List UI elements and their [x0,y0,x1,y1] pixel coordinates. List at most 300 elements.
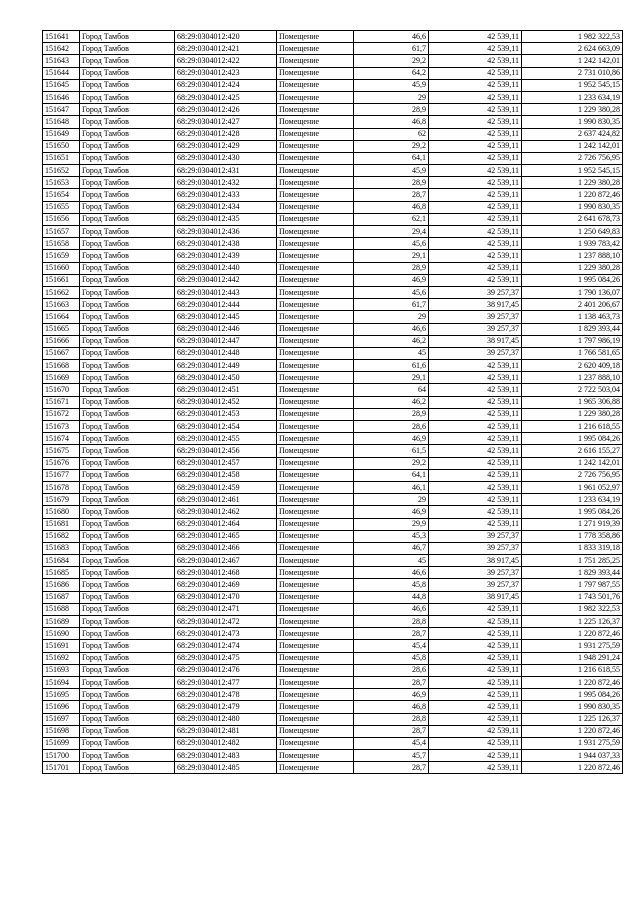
table-row [43,79,623,91]
row-number-cell: 151648 [43,116,80,128]
unit-value-cell: 42 539,11 [429,421,522,433]
area-cell: 45,4 [354,737,429,749]
unit-value-cell: 42 539,11 [429,189,522,201]
locality-cell: Город Тамбов [80,91,175,103]
cadastral-number-cell: 68:29:0304012:433 [175,189,277,201]
table-row [43,530,623,542]
object-type-cell: Помещение [277,360,354,372]
table-row [43,628,623,640]
area-cell: 29,1 [354,250,429,262]
cadastral-number-cell: 68:29:0304012:439 [175,250,277,262]
cadastral-value-cell: 1 961 052,97 [522,481,623,493]
cadastral-value-cell: 2 726 756,95 [522,469,623,481]
cadastral-value-cell: 1 220 872,46 [522,189,623,201]
object-type-cell: Помещение [277,55,354,67]
table-row [43,652,623,664]
row-number-cell: 151695 [43,689,80,701]
unit-value-cell: 42 539,11 [429,616,522,628]
object-type-cell: Помещение [277,335,354,347]
table-row [43,713,623,725]
row-number-cell: 151683 [43,542,80,554]
cadastral-value-cell: 1 220 872,46 [522,762,623,774]
row-number-cell: 151645 [43,79,80,91]
table-row [43,603,623,615]
cadastral-value-cell: 2 637 424,82 [522,128,623,140]
row-number-cell: 151652 [43,165,80,177]
unit-value-cell: 42 539,11 [429,43,522,55]
row-number-cell: 151654 [43,189,80,201]
cadastral-value-cell: 1 220 872,46 [522,676,623,688]
unit-value-cell: 39 257,37 [429,323,522,335]
cadastral-number-cell: 68:29:0304012:482 [175,737,277,749]
cadastral-number-cell: 68:29:0304012:462 [175,506,277,518]
table-row [43,640,623,652]
locality-cell: Город Тамбов [80,335,175,347]
locality-cell: Город Тамбов [80,445,175,457]
locality-cell: Город Тамбов [80,116,175,128]
object-type-cell: Помещение [277,445,354,457]
cadastral-number-cell: 68:29:0304012:422 [175,55,277,67]
area-cell: 29 [354,494,429,506]
table-row [43,323,623,335]
table-row [43,518,623,530]
unit-value-cell: 39 257,37 [429,530,522,542]
locality-cell: Город Тамбов [80,567,175,579]
area-cell: 64,1 [354,152,429,164]
table-row [43,311,623,323]
cadastral-value-cell: 1 237 888,10 [522,372,623,384]
object-type-cell: Помещение [277,701,354,713]
object-type-cell: Помещение [277,238,354,250]
unit-value-cell: 42 539,11 [429,433,522,445]
object-type-cell: Помещение [277,286,354,298]
row-number-cell: 151644 [43,67,80,79]
area-cell: 44,8 [354,591,429,603]
locality-cell: Город Тамбов [80,299,175,311]
cadastral-number-cell: 68:29:0304012:448 [175,347,277,359]
unit-value-cell: 42 539,11 [429,628,522,640]
row-number-cell: 151674 [43,433,80,445]
unit-value-cell: 42 539,11 [429,640,522,652]
locality-cell: Город Тамбов [80,750,175,762]
object-type-cell: Помещение [277,542,354,554]
cadastral-number-cell: 68:29:0304012:435 [175,213,277,225]
object-type-cell: Помещение [277,689,354,701]
row-number-cell: 151664 [43,311,80,323]
table-row [43,701,623,713]
unit-value-cell: 42 539,11 [429,67,522,79]
row-number-cell: 151684 [43,555,80,567]
object-type-cell: Помещение [277,555,354,567]
area-cell: 28,9 [354,177,429,189]
object-type-cell: Помещение [277,311,354,323]
locality-cell: Город Тамбов [80,79,175,91]
object-type-cell: Помещение [277,104,354,116]
cadastral-value-cell: 1 990 830,35 [522,201,623,213]
cadastral-value-cell: 1 982 322,53 [522,31,623,43]
table-row [43,481,623,493]
table-row [43,213,623,225]
cadastral-value-cell: 2 616 155,27 [522,445,623,457]
table-row [43,55,623,67]
locality-cell: Город Тамбов [80,67,175,79]
cadastral-value-cell: 1 229 380,28 [522,408,623,420]
area-cell: 61,7 [354,43,429,55]
row-number-cell: 151673 [43,421,80,433]
unit-value-cell: 42 539,11 [429,152,522,164]
object-type-cell: Помещение [277,408,354,420]
row-number-cell: 151690 [43,628,80,640]
locality-cell: Город Тамбов [80,640,175,652]
object-type-cell: Помещение [277,67,354,79]
area-cell: 29 [354,91,429,103]
area-cell: 28,9 [354,408,429,420]
cadastral-value-cell: 2 624 663,09 [522,43,623,55]
row-number-cell: 151647 [43,104,80,116]
unit-value-cell: 39 257,37 [429,542,522,554]
unit-value-cell: 38 917,45 [429,555,522,567]
locality-cell: Город Тамбов [80,31,175,43]
cadastral-number-cell: 68:29:0304012:468 [175,567,277,579]
table-row [43,274,623,286]
locality-cell: Город Тамбов [80,457,175,469]
cadastral-value-cell: 1 982 322,53 [522,603,623,615]
object-type-cell: Помещение [277,518,354,530]
unit-value-cell: 42 539,11 [429,518,522,530]
table-row [43,676,623,688]
cadastral-value-cell: 2 726 756,95 [522,152,623,164]
row-number-cell: 151669 [43,372,80,384]
cadastral-number-cell: 68:29:0304012:444 [175,299,277,311]
cadastral-value-cell: 1 138 463,73 [522,311,623,323]
table-row [43,31,623,43]
object-type-cell: Помещение [277,43,354,55]
cadastral-value-cell: 1 995 084,26 [522,433,623,445]
unit-value-cell: 42 539,11 [429,104,522,116]
row-number-cell: 151700 [43,750,80,762]
object-type-cell: Помещение [277,676,354,688]
cadastral-number-cell: 68:29:0304012:445 [175,311,277,323]
area-cell: 28,7 [354,725,429,737]
area-cell: 45,6 [354,238,429,250]
row-number-cell: 151642 [43,43,80,55]
cadastral-number-cell: 68:29:0304012:464 [175,518,277,530]
locality-cell: Город Тамбов [80,226,175,238]
object-type-cell: Помещение [277,652,354,664]
cadastral-number-cell: 68:29:0304012:456 [175,445,277,457]
table-row [43,43,623,55]
object-type-cell: Помещение [277,91,354,103]
area-cell: 45,3 [354,530,429,542]
table-row [43,433,623,445]
locality-cell: Город Тамбов [80,762,175,774]
object-type-cell: Помещение [277,616,354,628]
object-type-cell: Помещение [277,140,354,152]
cadastral-value-cell: 1 242 142,01 [522,457,623,469]
locality-cell: Город Тамбов [80,616,175,628]
cadastral-number-cell: 68:29:0304012:485 [175,762,277,774]
cadastral-value-cell: 1 233 634,19 [522,91,623,103]
row-number-cell: 151670 [43,384,80,396]
locality-cell: Город Тамбов [80,213,175,225]
cadastral-value-cell: 1 995 084,26 [522,274,623,286]
area-cell: 61,6 [354,360,429,372]
cadastral-number-cell: 68:29:0304012:474 [175,640,277,652]
row-number-cell: 151643 [43,55,80,67]
row-number-cell: 151649 [43,128,80,140]
table-row [43,116,623,128]
area-cell: 45 [354,555,429,567]
cadastral-number-cell: 68:29:0304012:425 [175,91,277,103]
table-row [43,189,623,201]
area-cell: 46,9 [354,433,429,445]
unit-value-cell: 42 539,11 [429,445,522,457]
cadastral-number-cell: 68:29:0304012:472 [175,616,277,628]
unit-value-cell: 42 539,11 [429,55,522,67]
cadastral-number-cell: 68:29:0304012:449 [175,360,277,372]
cadastral-value-cell: 1 948 291,24 [522,652,623,664]
locality-cell: Город Тамбов [80,323,175,335]
object-type-cell: Помещение [277,506,354,518]
unit-value-cell: 42 539,11 [429,481,522,493]
object-type-cell: Помещение [277,226,354,238]
unit-value-cell: 42 539,11 [429,372,522,384]
cadastral-value-cell: 1 225 126,37 [522,616,623,628]
row-number-cell: 151667 [43,347,80,359]
unit-value-cell: 38 917,45 [429,591,522,603]
locality-cell: Город Тамбов [80,433,175,445]
cadastral-value-cell: 1 829 393,44 [522,323,623,335]
row-number-cell: 151699 [43,737,80,749]
table-row [43,506,623,518]
area-cell: 45,8 [354,652,429,664]
cadastral-value-cell: 1 751 285,25 [522,555,623,567]
locality-cell: Город Тамбов [80,725,175,737]
cadastral-number-cell: 68:29:0304012:467 [175,555,277,567]
cadastral-number-cell: 68:29:0304012:440 [175,262,277,274]
locality-cell: Город Тамбов [80,579,175,591]
table-row [43,91,623,103]
cadastral-value-cell: 1 833 319,18 [522,542,623,554]
table-row [43,725,623,737]
unit-value-cell: 42 539,11 [429,31,522,43]
locality-cell: Город Тамбов [80,701,175,713]
cadastral-value-cell: 1 797 986,19 [522,335,623,347]
cadastral-value-cell: 2 722 503,04 [522,384,623,396]
locality-cell: Город Тамбов [80,494,175,506]
area-cell: 64,2 [354,67,429,79]
cadastral-value-cell: 1 216 618,55 [522,664,623,676]
row-number-cell: 151666 [43,335,80,347]
area-cell: 61,5 [354,445,429,457]
area-cell: 46,9 [354,506,429,518]
cadastral-value-cell: 1 229 380,28 [522,104,623,116]
cadastral-number-cell: 68:29:0304012:458 [175,469,277,481]
unit-value-cell: 42 539,11 [429,506,522,518]
locality-cell: Город Тамбов [80,201,175,213]
object-type-cell: Помещение [277,250,354,262]
cadastral-value-cell: 2 401 206,67 [522,299,623,311]
unit-value-cell: 42 539,11 [429,213,522,225]
unit-value-cell: 42 539,11 [429,737,522,749]
object-type-cell: Помещение [277,762,354,774]
row-number-cell: 151676 [43,457,80,469]
object-type-cell: Помещение [277,274,354,286]
cadastral-value-cell: 1 225 126,37 [522,713,623,725]
object-type-cell: Помещение [277,640,354,652]
unit-value-cell: 42 539,11 [429,274,522,286]
unit-value-cell: 42 539,11 [429,713,522,725]
object-type-cell: Помещение [277,628,354,640]
cadastral-number-cell: 68:29:0304012:438 [175,238,277,250]
row-number-cell: 151659 [43,250,80,262]
cadastral-number-cell: 68:29:0304012:469 [175,579,277,591]
area-cell: 62 [354,128,429,140]
locality-cell: Город Тамбов [80,250,175,262]
object-type-cell: Помещение [277,201,354,213]
object-type-cell: Помещение [277,128,354,140]
table-row [43,555,623,567]
unit-value-cell: 42 539,11 [429,226,522,238]
area-cell: 46,2 [354,396,429,408]
table-row [43,262,623,274]
row-number-cell: 151651 [43,152,80,164]
locality-cell: Город Тамбов [80,165,175,177]
area-cell: 28,8 [354,713,429,725]
table-row [43,372,623,384]
cadastral-number-cell: 68:29:0304012:483 [175,750,277,762]
table-row [43,567,623,579]
cadastral-number-cell: 68:29:0304012:480 [175,713,277,725]
unit-value-cell: 42 539,11 [429,79,522,91]
cadastral-value-cell: 2 620 409,18 [522,360,623,372]
object-type-cell: Помещение [277,262,354,274]
area-cell: 45 [354,347,429,359]
cadastral-value-cell: 1 229 380,28 [522,262,623,274]
object-type-cell: Помещение [277,433,354,445]
cadastral-value-cell: 1 778 358,86 [522,530,623,542]
table-row [43,421,623,433]
cadastral-value-cell: 1 790 136,07 [522,286,623,298]
area-cell: 29,9 [354,518,429,530]
cadastral-value-cell: 1 829 393,44 [522,567,623,579]
area-cell: 46,7 [354,542,429,554]
cadastral-value-cell: 2 641 678,73 [522,213,623,225]
cadastral-number-cell: 68:29:0304012:430 [175,152,277,164]
row-number-cell: 151691 [43,640,80,652]
table-row [43,226,623,238]
table-row [43,286,623,298]
unit-value-cell: 42 539,11 [429,701,522,713]
table-row [43,408,623,420]
object-type-cell: Помещение [277,323,354,335]
locality-cell: Город Тамбов [80,542,175,554]
unit-value-cell: 42 539,11 [429,457,522,469]
area-cell: 45,6 [354,286,429,298]
cadastral-value-cell: 1 233 634,19 [522,494,623,506]
cadastral-value-cell: 1 743 501,76 [522,591,623,603]
row-number-cell: 151653 [43,177,80,189]
cadastral-value-cell: 2 731 010,86 [522,67,623,79]
area-cell: 29,4 [354,226,429,238]
object-type-cell: Помещение [277,165,354,177]
row-number-cell: 151668 [43,360,80,372]
area-cell: 45,8 [354,579,429,591]
row-number-cell: 151685 [43,567,80,579]
cadastral-number-cell: 68:29:0304012:455 [175,433,277,445]
row-number-cell: 151701 [43,762,80,774]
row-number-cell: 151663 [43,299,80,311]
unit-value-cell: 42 539,11 [429,652,522,664]
locality-cell: Город Тамбов [80,286,175,298]
table-row [43,347,623,359]
cadastral-value-cell: 1 242 142,01 [522,140,623,152]
unit-value-cell: 42 539,11 [429,116,522,128]
area-cell: 46,8 [354,201,429,213]
object-type-cell: Помещение [277,213,354,225]
unit-value-cell: 39 257,37 [429,347,522,359]
row-number-cell: 151694 [43,676,80,688]
object-type-cell: Помещение [277,494,354,506]
cadastral-number-cell: 68:29:0304012:426 [175,104,277,116]
table-row [43,335,623,347]
cadastral-number-cell: 68:29:0304012:431 [175,165,277,177]
object-type-cell: Помещение [277,177,354,189]
area-cell: 46,1 [354,481,429,493]
locality-cell: Город Тамбов [80,274,175,286]
object-type-cell: Помещение [277,457,354,469]
cadastral-number-cell: 68:29:0304012:423 [175,67,277,79]
locality-cell: Город Тамбов [80,347,175,359]
locality-cell: Город Тамбов [80,530,175,542]
table-row [43,104,623,116]
row-number-cell: 151681 [43,518,80,530]
cadastral-number-cell: 68:29:0304012:471 [175,603,277,615]
unit-value-cell: 42 539,11 [429,238,522,250]
unit-value-cell: 42 539,11 [429,91,522,103]
locality-cell: Город Тамбов [80,238,175,250]
area-cell: 62,1 [354,213,429,225]
object-type-cell: Помещение [277,603,354,615]
cadastral-value-cell: 1 990 830,35 [522,116,623,128]
locality-cell: Город Тамбов [80,189,175,201]
locality-cell: Город Тамбов [80,360,175,372]
object-type-cell: Помещение [277,713,354,725]
locality-cell: Город Тамбов [80,311,175,323]
row-number-cell: 151657 [43,226,80,238]
area-cell: 29 [354,311,429,323]
area-cell: 46,6 [354,31,429,43]
locality-cell: Город Тамбов [80,177,175,189]
row-number-cell: 151686 [43,579,80,591]
row-number-cell: 151675 [43,445,80,457]
table-row [43,238,623,250]
locality-cell: Город Тамбов [80,652,175,664]
row-number-cell: 151646 [43,91,80,103]
locality-cell: Город Тамбов [80,628,175,640]
unit-value-cell: 39 257,37 [429,567,522,579]
locality-cell: Город Тамбов [80,55,175,67]
locality-cell: Город Тамбов [80,518,175,530]
area-cell: 64,1 [354,469,429,481]
unit-value-cell: 42 539,11 [429,262,522,274]
unit-value-cell: 39 257,37 [429,579,522,591]
object-type-cell: Помещение [277,152,354,164]
locality-cell: Город Тамбов [80,591,175,603]
cadastral-number-cell: 68:29:0304012:470 [175,591,277,603]
unit-value-cell: 42 539,11 [429,689,522,701]
row-number-cell: 151682 [43,530,80,542]
